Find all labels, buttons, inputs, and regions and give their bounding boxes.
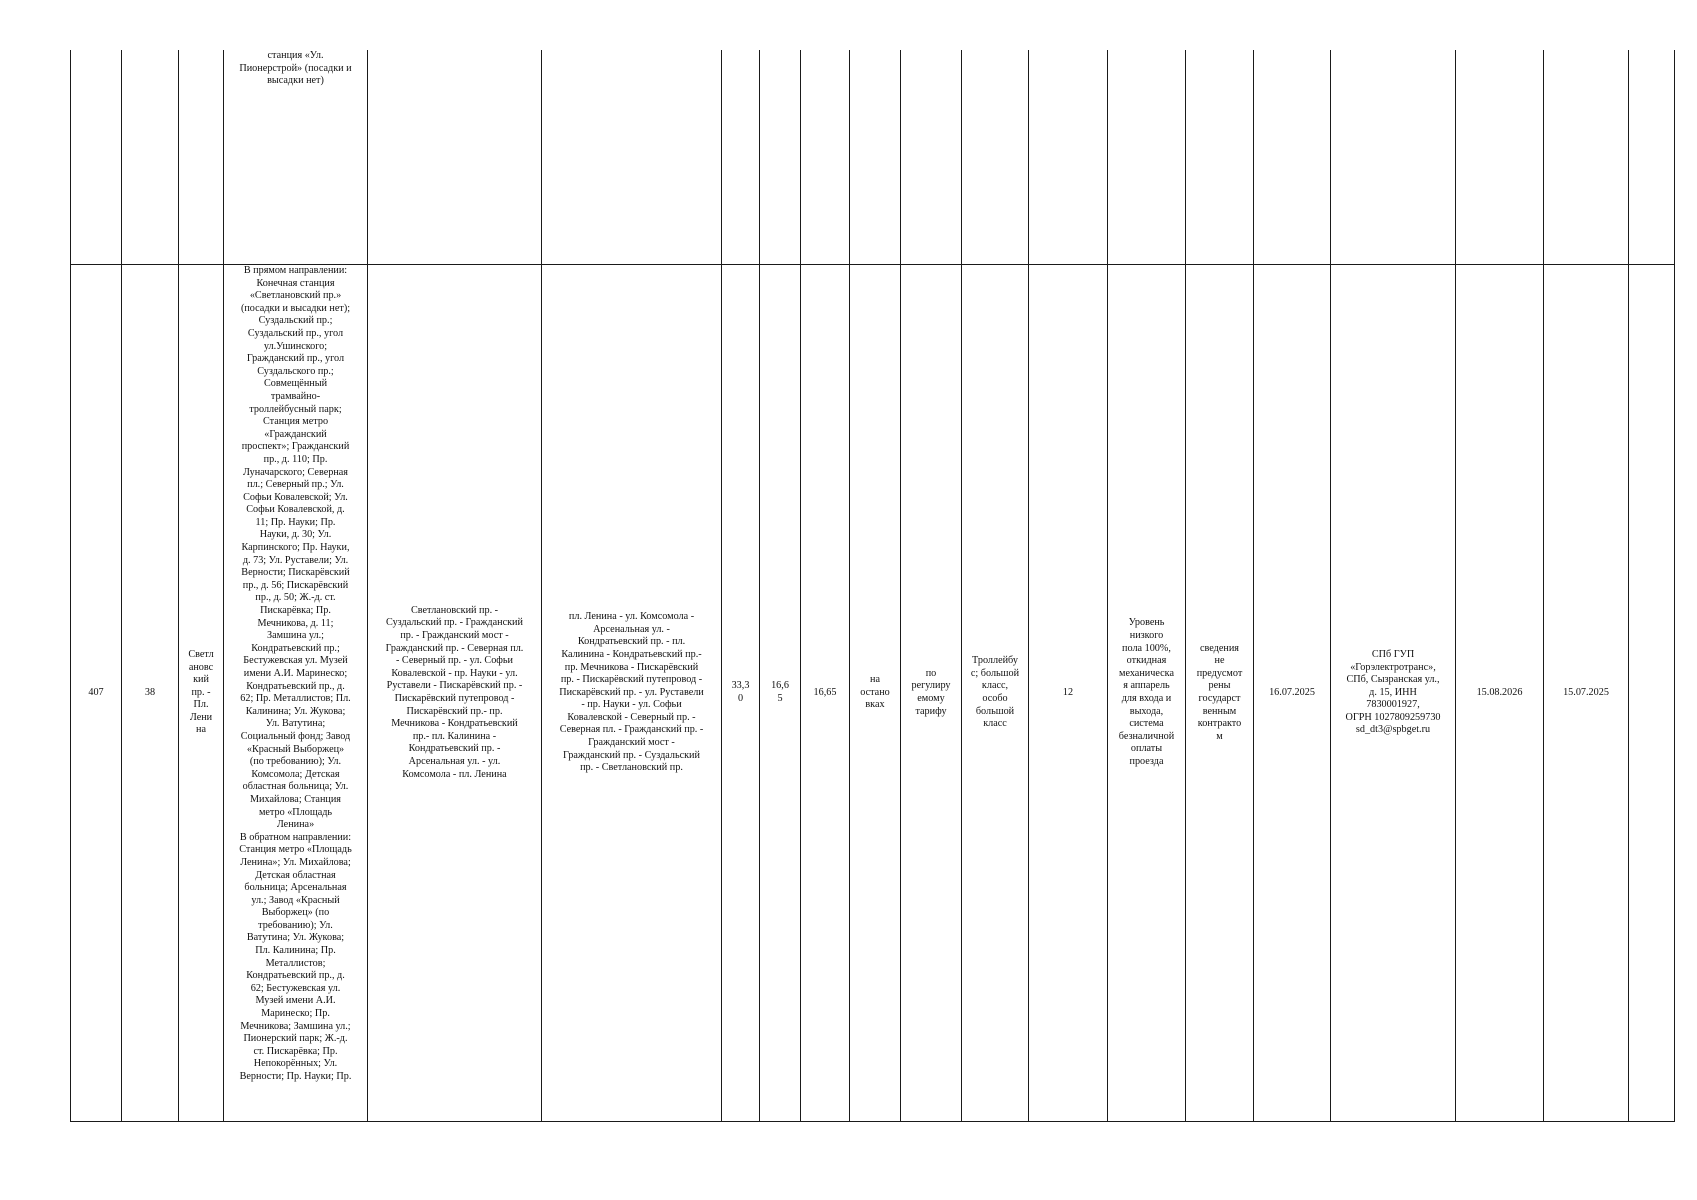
carrier-info: СПб ГУП «Горэлектротранс», СПб, Сызранская ул., д. 15, ИНН 7830001927, ОГРН 1027809259730 sd_dt3@spbget.ru: [1345, 648, 1441, 736]
cell-tariff-type: [901, 265, 962, 1122]
cell-streets-forward: [368, 265, 542, 1122]
cell-notes: [1629, 50, 1675, 265]
route-registry-table: [70, 50, 1675, 1122]
streets-backward-text: пл. Ленина - ул. Комсомола - Арсенальная ул. - Кондратьевский пр. - пл. Калинина - Кондратьевский пр.- пр. Мечникова - Пискарёвский пр. - Пискарёвский путепровод - Пискарёвский пр. - ул. Руставели - пр. Науки - ул. Софьи Ковалевской - Северный пр. - Северная пл. - Гражданский пр. - Гражданский мост - Гражданский пр. - Суздальский пр. - Светлановский пр.: [559, 611, 704, 774]
cell-change-date: [1544, 50, 1629, 265]
cell-end-date: [1456, 265, 1544, 1122]
cell-length-backward: [801, 50, 850, 265]
registry-number: 407: [88, 686, 104, 698]
cell-vehicle-characteristics: [1108, 50, 1186, 265]
cell-vehicle-class: [962, 265, 1029, 1122]
cell-route-name: [179, 265, 224, 1122]
end-date: 15.08.2026: [1476, 686, 1523, 698]
length-forward: 16,6 5: [771, 680, 789, 704]
cell-length-total: [722, 265, 760, 1122]
change-date: 15.07.2025: [1563, 686, 1609, 698]
cell-vehicle-characteristics: [1108, 265, 1186, 1122]
cell-length-total: [722, 50, 760, 265]
route-number: 38: [144, 686, 156, 698]
cell-carrier: [1331, 50, 1456, 265]
cell-route-number: [122, 50, 179, 265]
cell-route-number: [122, 265, 179, 1122]
cell-tariff-type: [901, 50, 962, 265]
cell-start-date: [1254, 265, 1331, 1122]
cell-streets-backward: [542, 50, 722, 265]
cell-change-date: [1544, 265, 1629, 1122]
cell-streets-backward: [542, 265, 722, 1122]
cell-registry-number: [71, 265, 122, 1122]
cell-route-name: [179, 50, 224, 265]
tariff-type: по регулиру емому тарифу: [911, 667, 951, 717]
table-row-route-407: [71, 265, 1675, 1122]
vehicle-characteristics: Уровень низкого пола 100%, откидная механическа я аппарель для входа и выхода, система безналичной оплаты проезда: [1118, 617, 1175, 767]
vehicle-count: 12: [1062, 686, 1074, 698]
cell-boarding-order: [850, 50, 901, 265]
cell-registry-number: [71, 50, 122, 265]
route-stops-text: В прямом направлении: Конечная станция «Светлановский пр.» (посадки и высадки нет); Суздальский пр.; Суздальский пр., угол ул.Ушинского; Гражданский пр., угол Суздальского пр.; Совмещённый трамвайно- троллейбусный парк; Станция метро «Гражданский проспект»; Гражданский пр., д. 110; Пр. Луначарского; Северная пл.; Северный пр.; Ул. Софьи Ковалевской; Ул. Софьи Ковалевской, д. 11; Пр. Науки; Пр. Науки, д. 30; Ул. Карпинского; Пр. Науки, д. 73; Ул. Руставели; Ул. Верности; Пискарёвский пр., д. 56; Пискарёвский пр., д. 50; Ж.-д. ст. Пискарёвка; Пр. Мечникова, д. 11; Замшина ул.; Кондратьевский пр.; Бестужевская ул. Музей имени А.И. Маринеско; Кондратьевский пр., д. 62; Пр. Металлистов; Пл. Калинина; Ул. Жукова; Ул. Ватутина; Социальный фонд; Завод «Красный Выборжец» (по требованию); Ул. Комсомола; Детская областная больница; Ул. Михайлова; Станция метро «Площадь Ленина» В обратном направлении: Станция метро «Площадь Ленина»; Ул. Михайлова; Детская областная больница; Арсенальная ул.; Завод «Красный Выборжец» (по требованию); Ул. Ватутина; Ул. Жукова; Пл. Калинина; Пр. Металлистов; Кондратьевский пр., д. 62; Бестужевская ул. Музей имени А.И. Маринеско; Пр. Мечникова; Замшина ул.; Пионерский парк; Ж.-д. ст. Пискарёвка; Пр. Непокорённых; Ул. Верности; Пр. Науки; Пр.: [239, 265, 352, 1082]
cell-boarding-order: [850, 265, 901, 1122]
route-name: Светл ановс кий пр. - Пл. Лени на: [188, 648, 214, 736]
cell-streets-forward: [368, 50, 542, 265]
cell-stops: [224, 50, 368, 265]
contract-info: сведения не предусмот рены государст венным контракто м: [1196, 642, 1243, 742]
cell-length-backward: [801, 265, 850, 1122]
vehicle-class: Троллейбу с; большой класс, особо большой класс: [970, 655, 1020, 730]
cell-notes: [1629, 265, 1675, 1122]
cell-vehicle-count: [1029, 265, 1108, 1122]
table-row-previous-continuation: [71, 50, 1675, 265]
cell-contract-info: [1186, 265, 1254, 1122]
cell-vehicle-class: [962, 50, 1029, 265]
length-total: 33,3 0: [731, 680, 750, 704]
length-backward: 16,65: [813, 686, 837, 698]
boarding-order: на остано вках: [860, 674, 890, 711]
streets-forward-text: Светлановский пр. - Суздальский пр. - Гражданский пр. - Гражданский мост - Гражданский пр. - Северная пл. - Северный пр. - ул. Софьи Ковалевской - пр. Науки - ул. Руставели - Пискарёвский пр. - Пискарёвский путепровод - Пискарёвский пр.- пр. Мечникова - Кондратьевский пр.- пл. Калинина - Кондратьевский пр. - Арсенальная ул. - ул. Комсомола - пл. Ленина: [385, 604, 524, 780]
cell-contract-info: [1186, 50, 1254, 265]
cell-start-date: [1254, 50, 1331, 265]
stops-continuation-text: станция «Ул. Пионерстрой» (посадки и высадки нет): [239, 50, 352, 87]
start-date: 16.07.2025: [1269, 686, 1315, 698]
cell-end-date: [1456, 50, 1544, 265]
cell-length-forward: [760, 265, 801, 1122]
cell-carrier: [1331, 265, 1456, 1122]
cell-stops: [224, 265, 368, 1122]
cell-length-forward: [760, 50, 801, 265]
cell-vehicle-count: [1029, 50, 1108, 265]
